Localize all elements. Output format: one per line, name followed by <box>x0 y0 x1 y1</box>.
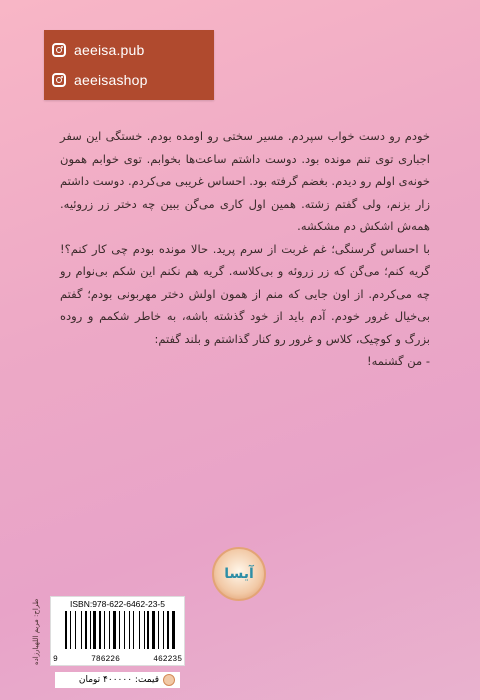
barcode-bar <box>93 611 96 649</box>
barcode-bar <box>158 611 159 649</box>
barcode-bar <box>90 611 91 649</box>
social-row-2 <box>44 66 214 94</box>
barcode-bar <box>131 611 132 649</box>
barcode-bar <box>75 611 76 649</box>
isbn-text: ISBN:978-622-6462-23-5 <box>70 599 165 609</box>
instagram-icon <box>52 73 66 87</box>
publisher-logo <box>212 547 266 601</box>
barcode-bar <box>70 611 71 649</box>
barcode-bar <box>145 611 146 649</box>
barcode-bar <box>85 611 87 649</box>
publisher-mini-logo-icon <box>163 674 175 686</box>
barcode-bar <box>68 611 69 649</box>
social-row-1 <box>44 36 214 64</box>
barcode-bar <box>176 611 177 649</box>
barcode-bar <box>92 611 93 649</box>
barcode-number-part-3: 462235 <box>153 655 182 664</box>
barcode-bar <box>152 611 155 649</box>
instagram-icon <box>52 43 66 57</box>
barcode-bar <box>144 611 145 649</box>
barcode-bar <box>165 611 166 649</box>
barcode-bar <box>83 611 84 649</box>
price-text: قیمت: ۴۰۰۰۰۰ تومان <box>78 675 159 685</box>
barcode-bar <box>129 611 130 649</box>
barcode-bar <box>167 611 169 649</box>
barcode-bar <box>141 611 143 649</box>
blurb-paragraph-1: خودم رو دست خواب سپردم. مسیر سختی رو اومده بودم. خستگی این سفر اجباری توی تنم مونده بود. دوست داشتم ساعت‌ها بخوابم. توی خوابم همون خونه‌ی اولم رو دیدم. بغضم گرفته بود. احساس غریبی می‌کردم. دوست داشتم زار بزنم، ولی گفتم زشته. همین اول کاری می‌گن ببین چه دختر زر زروئیه. همه‌ش اشکش دم مشکشه. <box>60 129 430 233</box>
social-media-box <box>44 30 214 100</box>
barcode-bar <box>97 611 98 649</box>
barcode-bar <box>119 611 120 649</box>
barcode-bar <box>113 611 116 649</box>
barcode-bar <box>172 611 175 649</box>
barcode-number-part-2: 786226 <box>91 655 120 664</box>
barcode-bar <box>160 611 162 649</box>
barcode-bar <box>147 611 149 649</box>
barcode-bar <box>156 611 157 649</box>
barcode-bar <box>65 611 67 649</box>
barcode-bar <box>106 611 108 649</box>
barcode-bar <box>111 611 112 649</box>
barcode-bar <box>102 611 103 649</box>
instagram-handle-pub: aeeisa.pub <box>74 42 145 58</box>
barcode-bar <box>104 611 105 649</box>
barcode-bar <box>139 611 140 649</box>
barcode-bar <box>72 611 74 649</box>
back-cover-blurb <box>60 125 430 373</box>
barcode-bar <box>135 611 138 649</box>
barcode-bar <box>126 611 128 649</box>
barcode-bar <box>88 611 89 649</box>
price-label <box>55 672 180 688</box>
instagram-handle-shop: aeeisashop <box>74 72 148 88</box>
barcode-number <box>53 655 182 664</box>
designer-credit: طراح: مریم اللهیارزاده <box>32 598 40 666</box>
barcode-bar <box>109 611 110 649</box>
barcode-bar <box>150 611 151 649</box>
blurb-paragraph-2: با احساس گرسنگی؛ غم غربت از سرم پرید. حالا مونده بودم چی کار کنم؟! گریه کنم؛ می‌گن که زر زروئه و بی‌کلاسه. گریه هم نکنم این شکم بی‌نوام رو چه می‌کردم. از اون جایی که منم از همون اولش دختر مهربونی بودم؛ گفتم بی‌خیال غرور خودم. آدم باید از خود گذشته باشه، به خاطر شکمم و روده بزرگ و کوچیک، کلاس و غرور رو کنار گذاشتم و بلند گفتم: <box>60 241 430 346</box>
barcode-bar <box>117 611 118 649</box>
barcode-box <box>50 596 185 666</box>
barcode-number-part-1: 9 <box>53 655 58 664</box>
barcode-bar <box>170 611 171 649</box>
barcode-bar <box>121 611 123 649</box>
publisher-logo-text: آیسا <box>224 566 254 582</box>
barcode-bar <box>133 611 134 649</box>
barcode-bar <box>124 611 125 649</box>
barcode-bars <box>65 611 178 649</box>
barcode-bar <box>77 611 80 649</box>
barcode-bar <box>81 611 82 649</box>
blurb-paragraph-3: - من گشنمه! <box>366 354 430 368</box>
barcode-bar <box>163 611 164 649</box>
barcode-bar <box>99 611 101 649</box>
